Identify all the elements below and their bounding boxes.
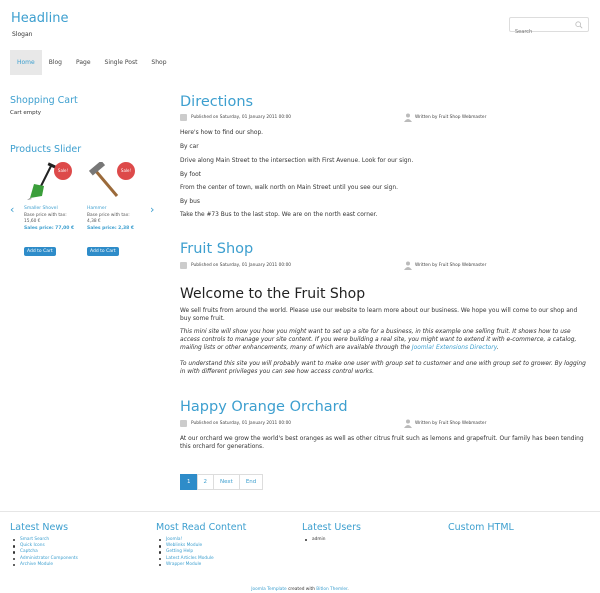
calendar-icon — [180, 420, 187, 427]
latest-news-list — [12, 537, 78, 568]
nav-page[interactable]: Page — [75, 59, 91, 66]
list-item[interactable]: Administrator Components — [12, 556, 78, 562]
list-item[interactable]: Latest Articles Module — [158, 556, 214, 562]
article-paragraph: Here's how to find our shop. — [180, 130, 264, 136]
base-price-value: 15,60 € — [24, 219, 41, 224]
article-meta — [180, 262, 492, 270]
search-icon[interactable] — [575, 21, 583, 29]
article-paragraph: By foot — [180, 172, 201, 178]
latest-news-title: Latest News — [10, 522, 69, 533]
article-paragraph: We sell fruits from around the world. Please use our website to learn more about our business. We hope you will come to our shop and buy some fruit. — [180, 308, 578, 322]
sale-badge: Sale! — [117, 162, 135, 180]
list-item[interactable]: Wrapper Module — [158, 562, 214, 568]
calendar-icon — [180, 114, 187, 121]
footer-credit — [0, 587, 600, 592]
published-date: Published on Saturday, 01 January 2011 00:00 — [191, 263, 292, 268]
main-nav — [10, 50, 174, 75]
add-to-cart-button[interactable]: Add to Cart — [24, 247, 56, 256]
slider-next-arrow[interactable]: › — [150, 203, 155, 216]
pagination — [180, 474, 263, 490]
list-item: admin — [304, 537, 325, 543]
italic-text-end: . — [496, 345, 499, 351]
list-item[interactable]: Weblinks Module — [158, 543, 214, 549]
products-slider-title: Products Slider — [10, 144, 82, 155]
list-item[interactable]: Archive Module — [12, 562, 78, 568]
welcome-heading: Welcome to the Fruit Shop — [180, 286, 366, 302]
article-paragraph: Take the #73 Bus to the last stop. We are on the north east corner. — [180, 212, 378, 218]
shopping-cart-title: Shopping Cart — [10, 95, 78, 106]
written-by: Written by Fruit Shop Webmaster — [415, 115, 487, 120]
written-by: Written by Fruit Shop Webmaster — [415, 421, 487, 426]
list-item[interactable]: Smart Search — [12, 537, 78, 543]
article-meta — [180, 114, 492, 122]
credit-end: . — [347, 587, 349, 592]
calendar-icon — [180, 262, 187, 269]
search-box[interactable] — [509, 17, 589, 32]
user-icon — [404, 113, 412, 122]
product-name[interactable]: Hammer — [87, 206, 107, 211]
article-title-fruit-shop[interactable]: Fruit Shop — [180, 241, 254, 257]
search-input[interactable] — [510, 26, 570, 39]
article-paragraph-italic — [180, 328, 590, 352]
published-date: Published on Saturday, 01 January 2011 00:00 — [191, 421, 292, 426]
sales-price: Sales price: 2,38 € — [87, 226, 134, 231]
nav-home[interactable]: Home — [10, 50, 42, 75]
user-icon — [404, 419, 412, 428]
list-item[interactable]: Getting Help — [158, 549, 214, 555]
page-next[interactable]: Next — [213, 474, 240, 490]
most-read-list — [158, 537, 214, 568]
latest-users-title: Latest Users — [302, 522, 361, 533]
article-title-directions[interactable]: Directions — [180, 94, 254, 110]
article-paragraph-italic: To understand this site you will probably want to make one user with group set to customer and one with group set to grower. By logging in with different privileges you can see how access control works. — [180, 361, 586, 375]
nav-shop[interactable]: Shop — [151, 59, 167, 66]
list-item[interactable]: Quick Icons — [12, 543, 78, 549]
product-name[interactable]: Smaller Shovel — [24, 206, 58, 211]
article-paragraph: By bus — [180, 199, 200, 205]
nav-blog[interactable]: Blog — [48, 59, 62, 66]
sales-price: Sales price: 77,00 € — [24, 226, 75, 231]
nav-single-post[interactable]: Single Post — [104, 59, 138, 66]
article-paragraph: Drive along Main Street to the intersection with First Avenue. Look for our sign. — [180, 158, 414, 164]
published-date: Published on Saturday, 01 January 2011 00:00 — [191, 115, 292, 120]
list-item[interactable]: Captcha — [12, 549, 78, 555]
custom-html-title: Custom HTML — [448, 522, 514, 533]
written-by: Written by Fruit Shop Webmaster — [415, 263, 487, 268]
footer-divider — [0, 511, 600, 512]
extensions-directory-link[interactable]: Joomla! Extensions Directory — [411, 345, 497, 351]
article-paragraph: At our orchard we grow the world's best oranges as well as other citrus fruit such as lemons and grapefruit. Our family has been tending this orchard for generations. — [180, 436, 584, 450]
site-slogan: Slogan — [12, 31, 33, 38]
article-paragraph: By car — [180, 144, 199, 150]
joomla-template-link[interactable]: Joomla Template — [251, 587, 287, 592]
site-headline[interactable]: Headline — [11, 11, 69, 26]
themler-link[interactable]: Bitlon Themler — [316, 587, 348, 592]
most-read-title: Most Read Content — [156, 522, 247, 533]
sale-badge: Sale! — [54, 162, 72, 180]
base-price-label: Base price with tax: — [24, 213, 67, 218]
base-price-label: Base price with tax: — [87, 213, 130, 218]
page-2[interactable]: 2 — [197, 474, 215, 490]
article-paragraph: From the center of town, walk north on Main Street until you see our sign. — [180, 185, 399, 191]
base-price-value: 4,38 € — [87, 219, 101, 224]
cart-status: Cart empty — [10, 110, 42, 116]
list-item[interactable]: Joomla! — [158, 537, 214, 543]
add-to-cart-button[interactable]: Add to Cart — [87, 247, 119, 256]
italic-text: This mini site will show you how you might want to set up a site for a business, in this example one selling fruit. It shows how to use access controls to manage your site content. If you were building a real site, you might want to extend it with e-commerce, a catalog, mailing lists or other enhancements, many of which are available through the — [180, 329, 577, 351]
page-end[interactable]: End — [239, 474, 263, 490]
latest-users-list — [304, 537, 325, 543]
slider-prev-arrow[interactable]: ‹ — [10, 203, 15, 216]
user-icon — [404, 261, 412, 270]
credit-text: created with — [286, 587, 317, 592]
page-1[interactable]: 1 — [180, 474, 198, 490]
article-meta — [180, 420, 492, 428]
article-title-orchard[interactable]: Happy Orange Orchard — [180, 399, 348, 415]
